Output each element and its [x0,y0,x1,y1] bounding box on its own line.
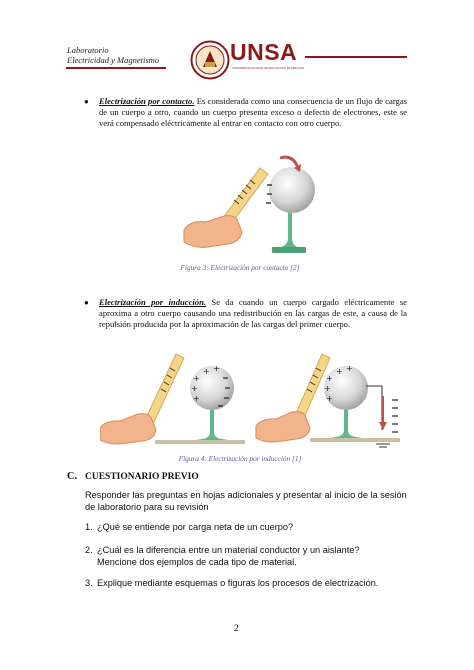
svg-text:+: + [336,367,343,376]
question-2-number: 2. [85,545,93,555]
header-lab-label [67,45,159,65]
svg-text:+: + [193,394,200,403]
logo-subtext: UNIVERSIDAD NACIONAL DE SAN AGUSTIN DE AREQUIPA [232,67,305,70]
text-contact: Es considerada como una consecuencia de un flujo de cargas de un cuerpo a otro, cuando un cuerpo presenta exceso o defecto de electrones, este se verá compensado eléctricamente al entrar en contacto con otro cuerpo. [99,96,407,128]
section-title: CUESTIONARIO PREVIO [85,472,199,482]
page-number: 2 [234,624,239,634]
bullet-induction: ● [84,298,89,307]
section-intro: Responder las preguntas en hojas adicionales y presentar al inicio de la sesión de laboratorio para su revisión [85,490,407,512]
figure-contact [180,150,320,260]
question-3-text: Explique mediante esquemas o figuras los procesos de electrización. [97,578,379,588]
svg-text:+: + [213,364,220,373]
paragraph-contact [99,96,407,129]
logo-wordmark: UNSA [230,39,298,65]
question-3-number: 3. [85,578,93,588]
term-contact: Electrización por contacto. [99,96,195,106]
section-letter: C. [67,471,78,482]
figure-induction [100,350,410,452]
header-rule-left [66,67,166,69]
caption-figure-3: Figura 3: Electrización por contacto [2] [180,263,300,272]
question-1-text: ¿Qué se entiende por carga neta de un cuerpo? [97,522,294,532]
university-seal-icon [190,40,230,80]
svg-text:+: + [193,374,200,383]
caption-figure-4: Figura 4: Electrización por inducción [1] [178,454,302,463]
svg-text:+: + [324,384,331,393]
header-rule-right [305,56,407,58]
bullet-contact: ● [84,97,89,106]
svg-text:+: + [203,367,210,376]
text-induction: Se da cuando un cuerpo cargado eléctricamente se aproxima a otro cuerpo causando una redistribución en las cargas de este, a causa de la repulsión producida por la aproximación de las cargas del primer cuerpo. [99,297,407,329]
svg-text:+: + [326,374,333,383]
header-line1: Laboratorio [67,45,109,55]
svg-text:+: + [191,384,198,393]
svg-text:+: + [326,394,333,403]
paragraph-induction [99,297,407,330]
question-1-number: 1. [85,522,93,532]
header-line2: Electricidad y Magnetismo [67,55,160,65]
question-2-text: ¿Cuál es la diferencia entre un material conductor y un aislante? Mencione dos ejemplos de cada tipo de material. [97,545,360,567]
term-induction: Electrización por inducción. [99,297,207,307]
svg-text:+: + [346,364,353,373]
